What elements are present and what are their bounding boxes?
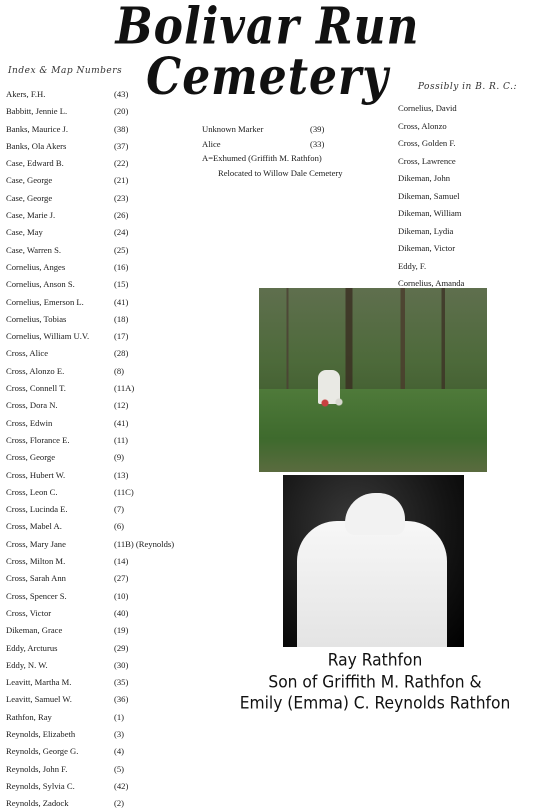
index-name: Leavitt, Samuel W. xyxy=(6,694,72,705)
caption-line-2: Son of Griffith M. Rathfon & xyxy=(268,672,482,692)
index-number: (14) xyxy=(114,556,129,567)
possible-item: Cross, Lawrence xyxy=(398,155,456,166)
index-name: Cornelius, William U.V. xyxy=(6,331,90,342)
index-row xyxy=(6,467,216,484)
index-name: Dikeman, Grace xyxy=(6,625,63,636)
index-row xyxy=(6,622,216,639)
index-name: Cross, Alice xyxy=(6,348,49,359)
index-list xyxy=(6,86,216,812)
index-name: Case, May xyxy=(6,227,43,238)
index-row xyxy=(6,294,216,311)
index-row xyxy=(6,726,216,743)
index-row xyxy=(6,778,216,795)
index-number: (27) xyxy=(114,573,129,584)
index-row xyxy=(6,259,216,276)
index-row xyxy=(6,415,216,432)
index-name: Case, Edward B. xyxy=(6,158,64,169)
index-row xyxy=(6,553,216,570)
index-name: Rathfon, Ray xyxy=(6,711,52,722)
index-number: (11) xyxy=(114,434,128,445)
caption-line-3: Emily (Emma) C. Reynolds Rathfon xyxy=(239,693,511,713)
index-row xyxy=(6,190,216,207)
index-name: Case, Warren S. xyxy=(6,244,61,255)
index-row xyxy=(6,605,216,622)
index-row xyxy=(6,276,216,293)
index-heading: Index & Map Numbers xyxy=(8,66,123,76)
index-name: Cross, George xyxy=(6,452,56,463)
index-number: (25) xyxy=(114,244,129,255)
index-number: (23) xyxy=(114,192,129,203)
index-name: Cross, Alonzo E. xyxy=(6,365,65,376)
index-name: Case, Marie J. xyxy=(6,210,56,221)
index-row xyxy=(6,311,216,328)
index-number: (20) xyxy=(114,106,129,117)
index-name: Leavitt, Martha M. xyxy=(6,677,72,688)
caption-line-1: Ray Rathfon xyxy=(327,650,423,670)
gravestone-photo xyxy=(283,475,464,647)
index-row xyxy=(6,484,216,501)
index-number: (40) xyxy=(114,607,129,618)
exhumed-note: A=Exhumed (Griffith M. Rathfon) xyxy=(202,153,322,163)
gravestone-closeup xyxy=(297,521,447,647)
index-row xyxy=(6,795,216,812)
index-row xyxy=(6,224,216,241)
possible-list xyxy=(398,100,464,310)
lamb-carving xyxy=(345,493,405,535)
index-number: (11C) xyxy=(114,486,134,497)
index-row xyxy=(6,588,216,605)
index-row xyxy=(6,121,216,138)
index-number: (16) xyxy=(114,261,129,272)
possible-item: Dikeman, John xyxy=(398,173,451,183)
index-number: (11A) xyxy=(114,383,135,394)
flowers xyxy=(313,398,353,408)
index-row xyxy=(6,761,216,778)
index-name: Eddy, Arcturus xyxy=(6,642,58,653)
index-number: (9) xyxy=(114,452,125,463)
index-name: Case, George xyxy=(6,175,53,186)
index-name: Reynolds, John F. xyxy=(6,763,68,774)
index-number: (29) xyxy=(114,642,129,653)
index-row xyxy=(6,449,216,466)
index-name: Cross, Milton M. xyxy=(6,556,66,567)
index-row xyxy=(6,640,216,657)
index-name: Case, George xyxy=(6,192,53,203)
index-row xyxy=(6,536,216,553)
index-name: Cross, Dora N. xyxy=(6,400,58,411)
possible-item: Dikeman, William xyxy=(398,208,462,218)
unknown-marker-label: Unknown Marker xyxy=(202,124,264,134)
index-name: Reynolds, Sylvia C. xyxy=(6,780,75,791)
index-row xyxy=(6,691,216,708)
page-title: Bolivar Run Cemetery xyxy=(115,0,420,107)
index-number: (13) xyxy=(114,469,129,480)
index-name: Cornelius, Anson S. xyxy=(6,279,75,290)
index-number: (1) xyxy=(114,711,125,722)
index-name: Cornelius, Tobias xyxy=(6,313,67,324)
unknown-marker-number: (39) xyxy=(310,124,325,134)
index-row xyxy=(6,397,216,414)
index-name: Reynolds, George G. xyxy=(6,746,79,757)
index-number: (30) xyxy=(114,659,129,670)
index-name: Cornelius, Anges xyxy=(6,261,66,272)
index-number: (11B) (Reynolds) xyxy=(114,538,175,549)
possible-item: Dikeman, Victor xyxy=(398,243,456,253)
index-name: Cross, Connell T. xyxy=(6,383,66,394)
index-name: Reynolds, Elizabeth xyxy=(6,728,76,739)
index-row xyxy=(6,138,216,155)
index-name: Eddy, N. W. xyxy=(6,659,48,670)
index-number: (17) xyxy=(114,331,129,342)
index-name: Cross, Mabel A. xyxy=(6,521,62,532)
index-name: Cornelius, Emerson L. xyxy=(6,296,84,307)
index-name: Cross, Mary Jane xyxy=(6,538,66,549)
index-number: (26) xyxy=(114,210,129,221)
index-name: Cross, Victor xyxy=(6,607,52,618)
index-number: (2) xyxy=(114,798,125,809)
index-row xyxy=(6,501,216,518)
index-name: Cross, Hubert W. xyxy=(6,469,66,480)
index-row xyxy=(6,328,216,345)
index-row xyxy=(6,743,216,760)
index-number: (19) xyxy=(114,625,129,636)
index-number: (15) xyxy=(114,279,129,290)
index-row xyxy=(6,657,216,674)
possible-item: Cross, Golden F. xyxy=(398,138,456,148)
index-number: (6) xyxy=(114,521,125,532)
index-number: (37) xyxy=(114,140,129,151)
index-number: (21) xyxy=(114,175,129,186)
index-row xyxy=(6,172,216,189)
index-name: Banks, Ola Akers xyxy=(6,140,67,151)
index-number: (12) xyxy=(114,400,129,411)
possible-heading: Possibly in B. R. C.: xyxy=(417,82,517,92)
index-row xyxy=(6,103,216,120)
index-number: (41) xyxy=(114,296,129,307)
alice-label: Alice xyxy=(202,138,221,149)
index-row xyxy=(6,380,216,397)
index-row xyxy=(6,570,216,587)
index-number: (24) xyxy=(114,227,129,238)
index-name: Cross, Sarah Ann xyxy=(6,573,66,584)
possible-item: Dikeman, Samuel xyxy=(398,190,460,201)
index-row xyxy=(6,674,216,691)
index-number: (28) xyxy=(114,348,129,359)
index-row xyxy=(6,432,216,449)
index-number: (8) xyxy=(114,365,125,376)
index-row xyxy=(6,86,216,103)
index-number: (42) xyxy=(114,780,129,791)
index-number: (10) xyxy=(114,590,129,601)
grass-ground xyxy=(259,389,487,472)
index-row xyxy=(6,155,216,172)
index-name: Cross, Lucinda E. xyxy=(6,504,68,515)
index-name: Cross, Edwin xyxy=(6,417,53,428)
index-row xyxy=(6,518,216,535)
index-row xyxy=(6,242,216,259)
index-name: Reynolds, Zadock xyxy=(6,798,69,809)
index-name: Cross, Leon C. xyxy=(6,486,58,497)
index-row xyxy=(6,709,216,726)
possible-item: Dikeman, Lydia xyxy=(398,225,454,236)
index-number: (5) xyxy=(114,763,125,774)
possible-item: Cornelius, David xyxy=(398,103,457,113)
index-number: (3) xyxy=(114,728,125,739)
index-number: (35) xyxy=(114,677,129,688)
possible-item: Cornelius, Amanda xyxy=(398,278,465,288)
cemetery-photo xyxy=(259,288,487,472)
index-number: (43) xyxy=(114,89,129,99)
possible-item: Cross, Alonzo xyxy=(398,120,447,131)
relocated-note: Relocated to Willow Dale Cemetery xyxy=(218,167,343,178)
index-name: Banks, Maurice J. xyxy=(6,123,69,134)
index-number: (7) xyxy=(114,504,125,515)
index-row xyxy=(6,207,216,224)
index-name: Babbitt, Jennie L. xyxy=(6,106,68,117)
index-number: (38) xyxy=(114,123,129,134)
index-name: Cross, Spencer S. xyxy=(6,590,67,601)
index-name: Akers, F.H. xyxy=(6,89,46,99)
index-number: (4) xyxy=(114,746,125,757)
index-number: (36) xyxy=(114,694,129,705)
possible-item: Eddy, F. xyxy=(398,260,427,271)
index-row xyxy=(6,363,216,380)
index-row xyxy=(6,345,216,362)
alice-number: (33) xyxy=(310,138,325,149)
index-number: (22) xyxy=(114,158,129,169)
index-number: (41) xyxy=(114,417,129,428)
index-name: Cross, Florance E. xyxy=(6,434,70,445)
index-number: (18) xyxy=(114,313,129,324)
